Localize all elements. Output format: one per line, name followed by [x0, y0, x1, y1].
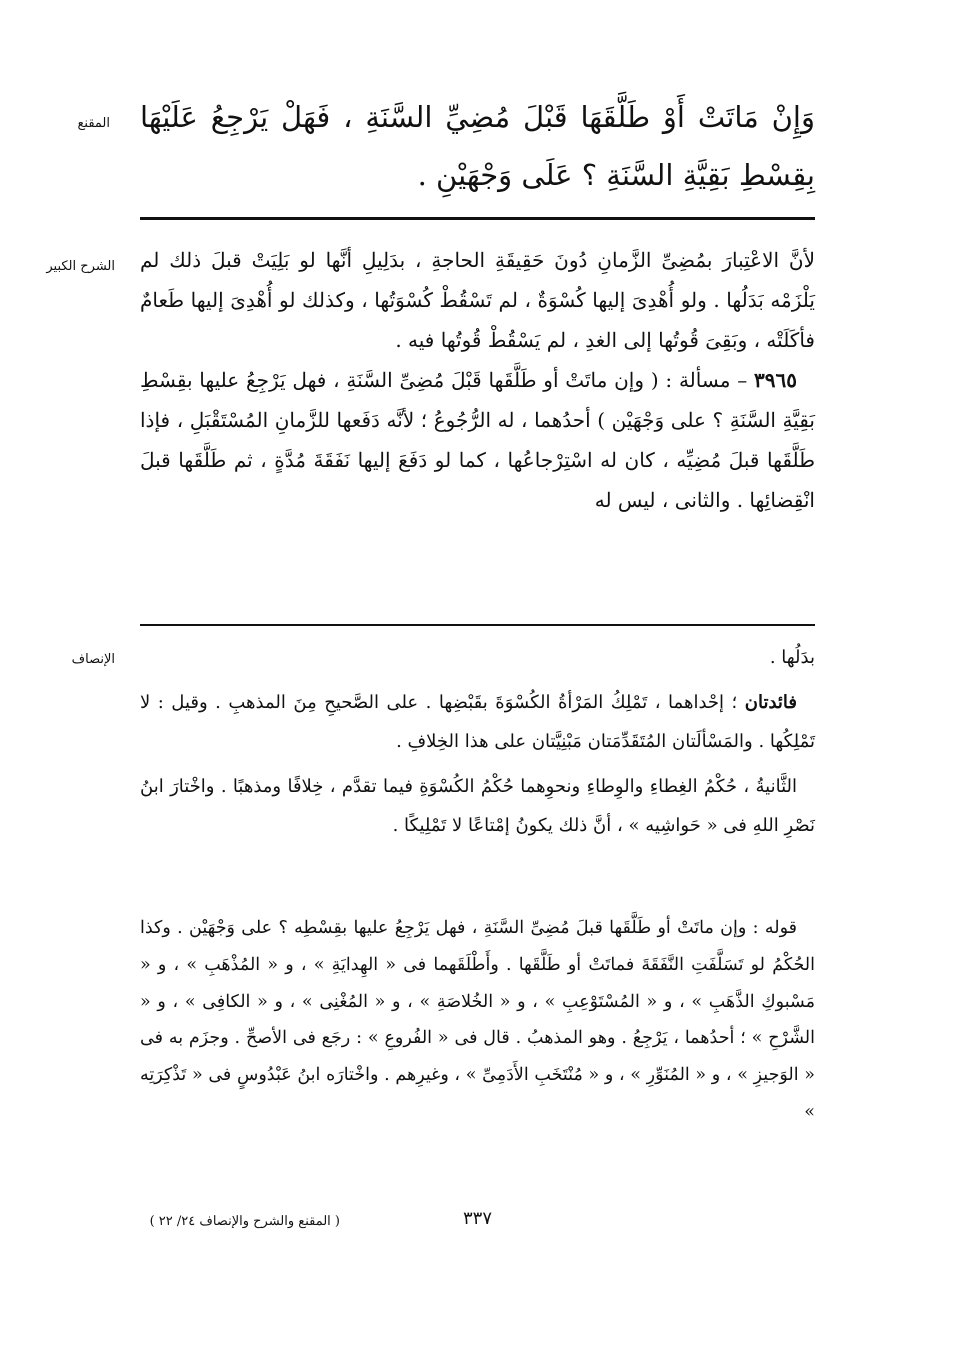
- side-label-muqni: المقنع: [77, 116, 110, 131]
- issue-number: ٣٩٦٥: [754, 368, 798, 392]
- faidatan-label: فائدتان: [744, 692, 797, 713]
- insaf-paragraph-qawluh: قوله : وإن ماتَتْ أو طَلَّقَها قبلَ مُضِىِّ السَّنَةِ ، فهل يَرْجِعُ عليها بقِسْطِه ؟ على وَجْهَيْن . وكذا الحُكْمُ لو تَسَلَّفَتِ النَّفَقَةَ فماتَتْ أو طَلَّقَها . وأَطْلَقَهما فى « الهِدايَةِ » ، و « المُذْهَبِ » ، و « مَسْبوكِ الذَّهَبِ » ، و « المُسْتَوْعِبِ » ، و « الخُلاصَةِ » ، و « المُغْنِى » ، و « الكافِى » ، و « الشَّرْحِ » ؛ أحدُهما ، يَرْجِعُ . وهو المذهبُ . قال فى « الفُروعِ » : رجَع فى الأصحِّ . وجزَم به فى « الوَجيزِ » ، و « المُنَوِّرِ » ، و « مُنْتَخَبِ الأَدَمِىِّ » ، وغيرِهم . واخْتارَه ابنُ عَبْدُوسٍ فى « تَذْكِرَتِه »: [140, 918, 815, 1122]
- muqni-section: [140, 88, 815, 204]
- faidatan-text: ؛ إحْداهما ، تَمْلِكُ المَرْأةُ الكُسْوَةَ بقَبْضِها . على الصَّحيحِ مِنَ المذهبِ . وقيل : لا تَمْلِكُها . والمَسْألَتان المُتَقَدِّمَتان مَبْنِيَّتان على هذا الخِلافِ .: [140, 692, 815, 752]
- volume-reference: ( المقنع والشرح والإنصاف ٢٤/ ٢٢ ): [149, 1214, 340, 1229]
- sharh-paragraph-1: لأنَّ الاعْتِبارَ بمُضِىِّ الزَّمانِ دُونَ حَقِيقَةِ الحاجةِ ، بدَلِيلِ أنَّها لو بَلِيَتْ قبلَ ذلك لم يَلْزَمْه بَدَلُها . ولو أُهْدِىَ إليها كُسْوَةٌ ، لم تَسْقُطْ كُسْوَتُها ، وكذلك لو أُهْدِىَ إليها طَعامٌ فأكَلَتْه ، وبَقِىَ قُوتُها إلى الغدِ ، لم يَسْقُطْ قُوتُها فيه .: [140, 248, 815, 352]
- insaf-paragraph-faidatan: [140, 683, 815, 761]
- page-number: ٣٣٧: [462, 1208, 492, 1229]
- sharh-section: [140, 240, 815, 520]
- insaf-commentary: [140, 910, 815, 1137]
- insaf-continuation: بدَلُها .: [769, 647, 815, 668]
- side-label-sharh: الشرح الكبير: [46, 259, 115, 274]
- page-footer: [140, 1208, 815, 1236]
- insaf-paragraph-second: الثَّانيةُ ، حُكْمُ الغِطاءِ والوِطاءِ ونحوِهما حُكْمُ الكُسْوَةِ فيما تقدَّم ، خِلافًا ومذهبًا . واخْتارَ ابنُ نَصْرِ اللهِ فى « حَواشِيه » ، أنَّ ذلك يكونُ إمْتاعًا لا تَمْلِيكًا .: [140, 776, 815, 836]
- side-label-insaf: الإنصاف: [71, 652, 115, 667]
- insaf-section: [140, 638, 815, 851]
- top-divider: [140, 217, 815, 220]
- issue-text: – مسألة : ( وإن ماتَتْ أو طَلَّقَها قَبْلَ مُضِىِّ السَّنَةِ ، فهل يَرْجِعُ عليها بقِسْطِ بَقِيَّةِ السَّنَةِ ؟ على وَجْهَيْن ) أحدُهما ، له الرُّجُوعُ ؛ لأنَّه دَفَعها للزَّمانِ المُسْتَقْبَلِ ، فإذا طَلَّقَها قبلَ مُضِيِّه ، كان له اسْتِرْجاعُها ، كما لو دَفَعَ إليها نَفَقَةَ مُدَّةٍ ، ثم طَلَّقَها قبلَ انْقِضائِها . والثانى ، ليس له: [140, 368, 815, 512]
- middle-divider: [140, 624, 815, 626]
- muqni-text: وَإِنْ مَاتَتْ أَوْ طَلَّقَهَا قَبْلَ مُضِيِّ السَّنَةِ ، فَهَلْ يَرْجِعُ عَلَيْهَا بِقِسْطِ بَقِيَّةِ السَّنَةِ ؟ عَلَى وَجْهَيْنِ .: [140, 100, 815, 192]
- sharh-paragraph-2: [140, 360, 815, 520]
